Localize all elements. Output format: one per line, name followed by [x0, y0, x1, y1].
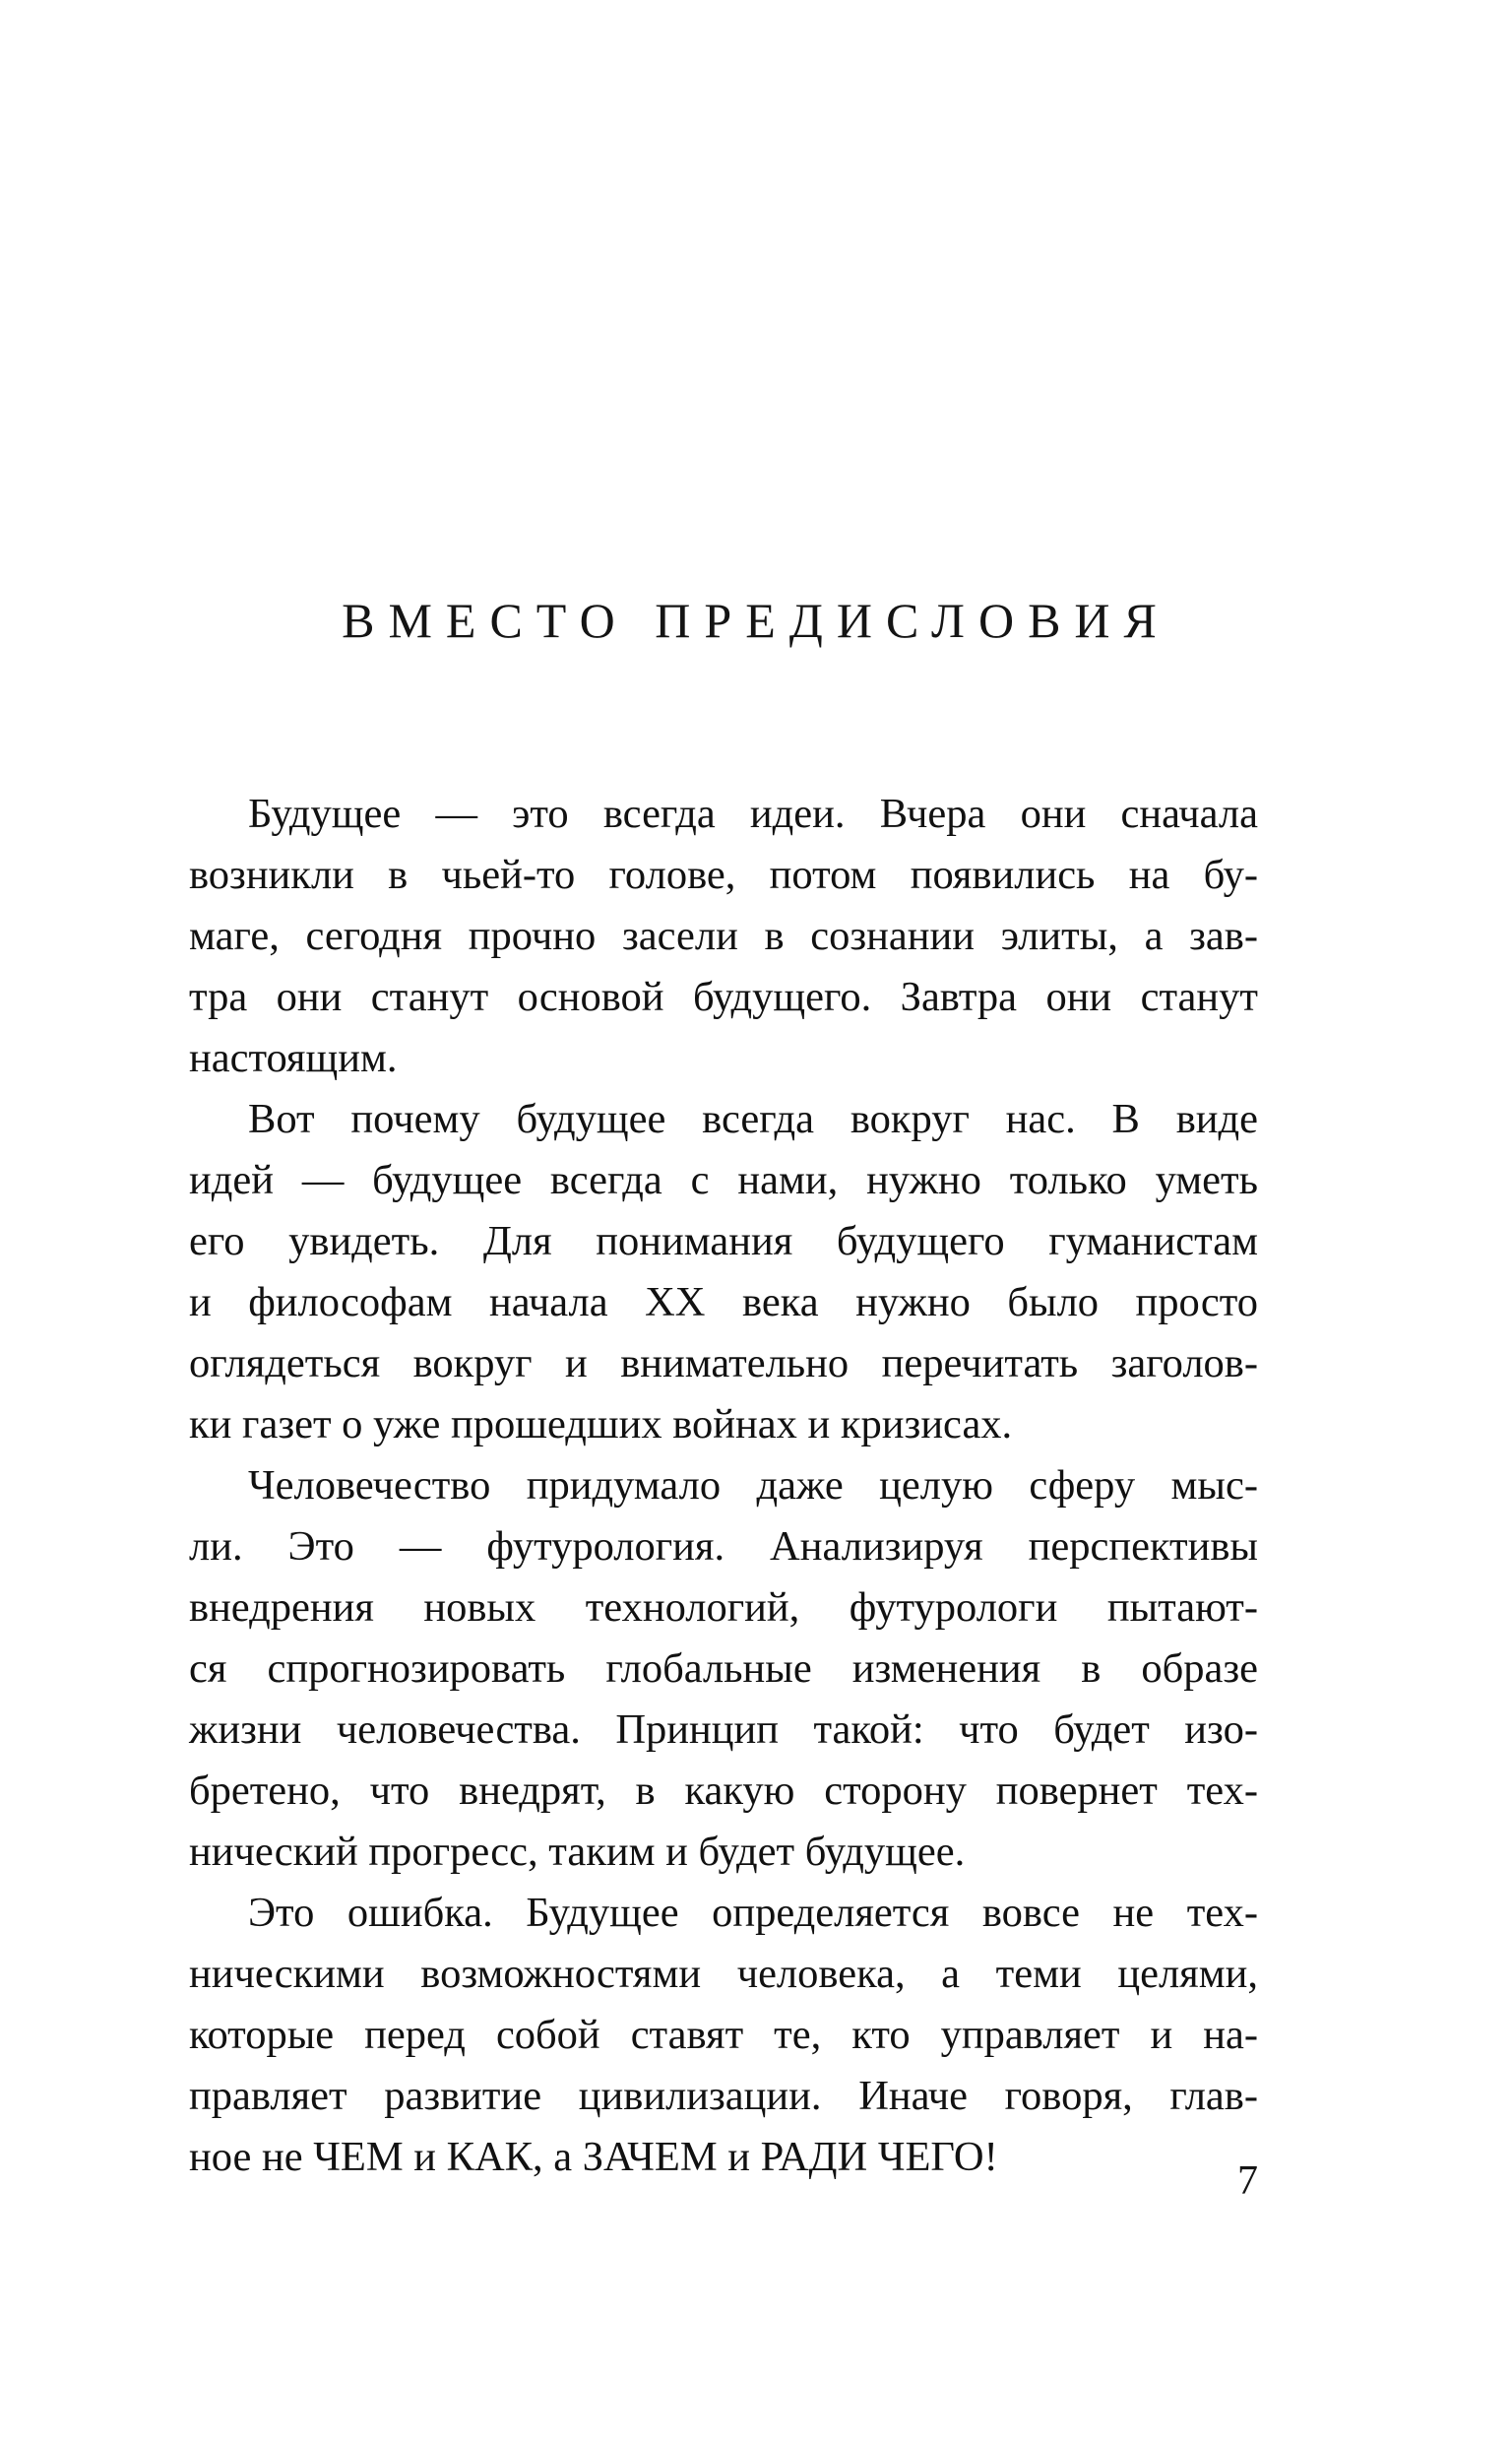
text-line: ническими возможностями человека, а теми целями,: [189, 1951, 1258, 1997]
text-line: Человечество придумало даже целую сферу мыс-: [248, 1462, 1258, 1509]
text-line: ся спрогнозировать глобальные изменения в образе: [189, 1645, 1258, 1692]
text-line: внедрения новых технологий, футурологи пытают-: [189, 1584, 1258, 1631]
text-line: ли. Это — футурология. Анализируя перспективы: [189, 1523, 1258, 1570]
text-line: нический прогресс, таким и будет будущее.: [189, 1829, 966, 1875]
text-line: которые перед собой ставят те, кто управляет и на-: [189, 2012, 1258, 2058]
text-line: его увидеть. Для понимания будущего гуманистам: [189, 1218, 1258, 1264]
text-line: бретено, что внедрят, в какую сторону повернет тех-: [189, 1768, 1258, 1814]
text-line: Это ошибка. Будущее определяется вовсе не тех-: [248, 1890, 1258, 1936]
chapter-body: [189, 784, 1258, 2188]
text-line: идей — будущее всегда с нами, нужно только уметь: [189, 1157, 1258, 1203]
text-line: маге, сегодня прочно засели в сознании элиты, а зав-: [189, 913, 1258, 959]
text-line: жизни человечества. Принцип такой: что будет изо-: [189, 1706, 1258, 1753]
text-line: оглядеться вокруг и внимательно перечитать заголов-: [189, 1340, 1258, 1386]
text-line: правляет развитие цивилизации. Иначе говоря, глав-: [189, 2073, 1258, 2119]
text-line: возникли в чьей-то голове, потом появились на бу-: [189, 852, 1258, 898]
text-line: ки газет о уже прошедших войнах и кризисах.: [189, 1401, 1013, 1447]
text-line: Вот почему будущее всегда вокруг нас. В виде: [248, 1096, 1258, 1142]
text-line: настоящим.: [189, 1035, 398, 1081]
text-line: Будущее — это всегда идеи. Вчера они сначала: [248, 791, 1258, 837]
chapter-title: ВМЕСТО ПРЕДИСЛОВИЯ: [342, 593, 1170, 648]
text-line: и философам начала XX века нужно было просто: [189, 1279, 1258, 1325]
page-number: 7: [1237, 2158, 1258, 2204]
text-line: тра они станут основой будущего. Завтра они станут: [189, 974, 1258, 1020]
text-line: ное не ЧЕМ и КАК, а ЗАЧЕМ и РАДИ ЧЕГО!: [189, 2134, 998, 2180]
